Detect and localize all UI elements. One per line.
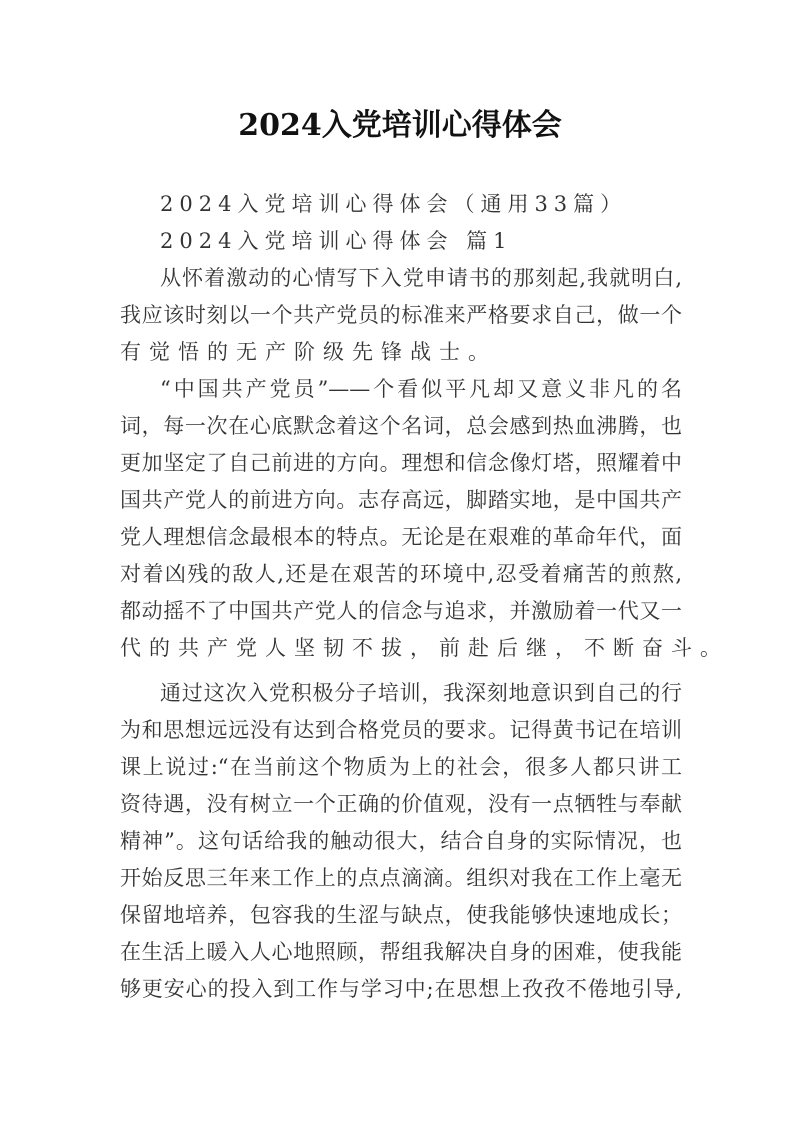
paragraph-line: 词，每一次在心底默念着这个名词，总会感到热血沸腾，也	[120, 414, 682, 438]
paragraph-line: 都动摇不了中国共产党人的信念与追求，并激励着一代又一	[120, 599, 682, 623]
document-title: 2024入党培训心得体会	[238, 108, 562, 143]
paragraph-line: 有觉悟的无产阶级先锋战士。	[120, 340, 497, 364]
section-heading: 2024入党培训心得体会 篇1	[160, 229, 513, 253]
paragraph-line: 够更安心的投入到工作与学习中;在思想上孜孜不倦地引导,	[120, 977, 682, 1001]
paragraph-line: 为和思想远远没有达到合格党员的要求。记得黄书记在培训	[120, 718, 682, 742]
paragraph-line: 国共产党人的前进方向。志存高远，脚踏实地，是中国共产	[120, 488, 682, 512]
paragraph-line: 保留地培养，包容我的生涩与缺点，使我能够快速地成长；	[120, 903, 682, 927]
paragraph-line: 在生活上暖入人心地照顾，帮组我解决自身的困难，使我能	[120, 940, 682, 964]
paragraph-line: 开始反思三年来工作上的点点滴滴。组织对我在工作上毫无	[120, 866, 682, 890]
paragraph-line: “中国共产党员”——个看似平凡却又意义非凡的名	[160, 377, 682, 401]
paragraph-line: 对着凶残的敌人,还是在艰苦的环境中,忍受着痛苦的煎熬,	[120, 562, 682, 586]
paragraph-line: 从怀着激动的心情写下入党申请书的那刻起,我就明白,	[160, 266, 682, 290]
paragraph-line: 党人理想信念最根本的特点。无论是在艰难的革命年代，面	[120, 525, 682, 549]
paragraph-line: 资待遇，没有树立一个正确的价值观，没有一点牺牲与奉献	[120, 792, 682, 816]
paragraph-line: 精神”。这句话给我的触动很大，结合自身的实际情况，也	[120, 829, 682, 853]
paragraph-line: 通过这次入党积极分子培训，我深刻地意识到自己的行	[160, 681, 682, 705]
paragraph-line: 我应该时刻以一个共产党员的标准来严格要求自己，做一个	[120, 303, 682, 327]
paragraph-line: 更加坚定了自己前进的方向。理想和信念像灯塔，照耀着中	[120, 451, 682, 475]
paragraph-line: 课上说过:“在当前这个物质为上的社会，很多人都只讲工	[120, 755, 682, 779]
paragraph-line: 代的共产党人坚韧不拔，前赴后继，不断奋斗。	[120, 636, 729, 660]
document-subtitle: 2024入党培训心得体会（通用33篇）	[160, 192, 628, 216]
